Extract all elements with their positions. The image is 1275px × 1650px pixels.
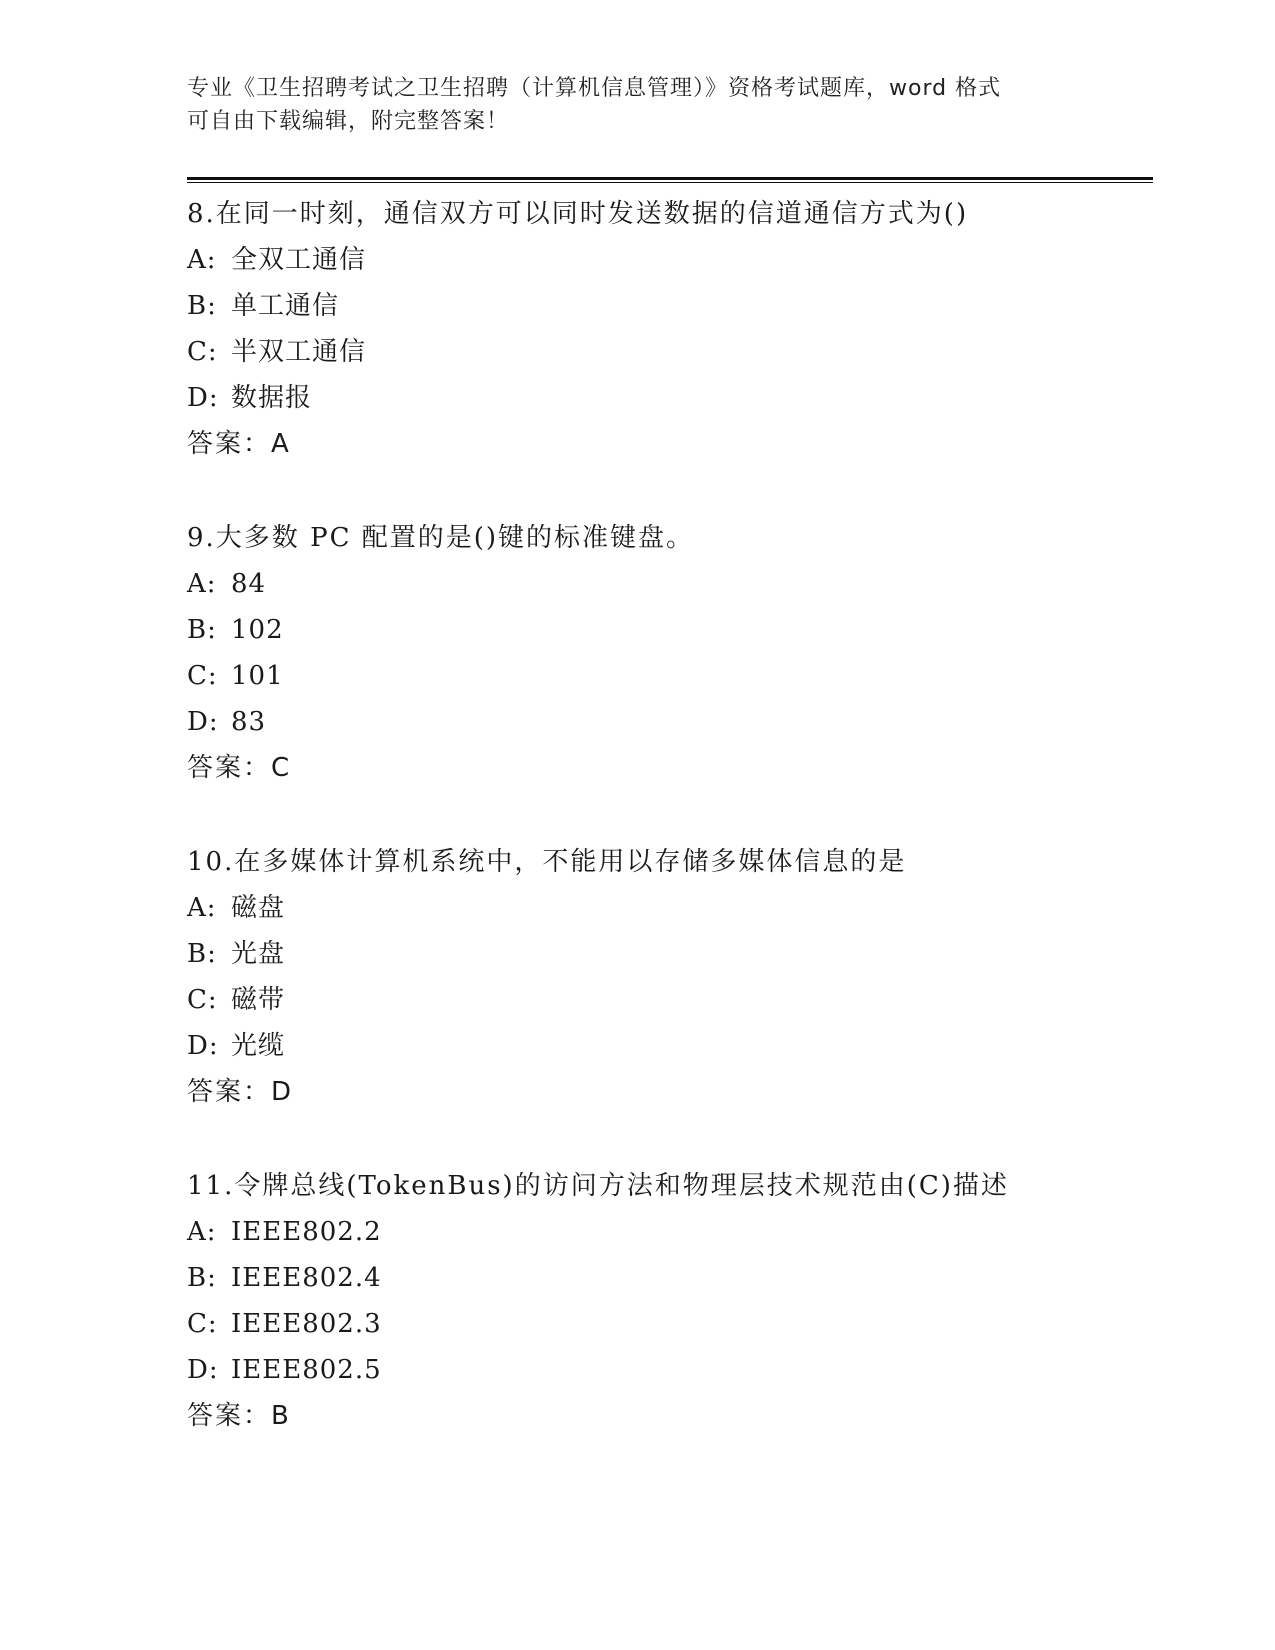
question-spacer — [187, 1115, 1153, 1163]
question-text: 8.在同一时刻，通信双方可以同时发送数据的信道通信方式为() — [187, 199, 969, 229]
option-letter: C: — [187, 1309, 218, 1339]
option-text: 单工通信 — [231, 291, 340, 321]
question-10 — [187, 839, 1153, 1115]
answer-line: 答案：C — [187, 753, 292, 783]
option-text: 84 — [231, 569, 267, 599]
option-a — [187, 561, 1153, 607]
answer-line: 答案：A — [187, 429, 291, 459]
option-c — [187, 653, 1153, 699]
option-b — [187, 931, 1153, 977]
option-letter: B: — [187, 291, 217, 321]
answer-line: 答案：B — [187, 1401, 291, 1431]
question-text: 10.在多媒体计算机系统中，不能用以存储多媒体信息的是 — [187, 847, 907, 877]
option-text: IEEE802.2 — [231, 1217, 382, 1247]
answer-line: 答案：D — [187, 1077, 294, 1107]
option-text: 光缆 — [231, 1031, 286, 1061]
option-text: 83 — [231, 707, 267, 737]
option-b — [187, 607, 1153, 653]
option-letter: B: — [187, 615, 217, 645]
option-text: IEEE802.4 — [231, 1263, 382, 1293]
option-text: 半双工通信 — [231, 337, 367, 367]
option-text: 磁带 — [231, 985, 286, 1015]
document-header — [187, 72, 1087, 138]
option-c — [187, 329, 1153, 375]
option-d — [187, 699, 1153, 745]
option-text: 102 — [231, 615, 284, 645]
header-line-2: 可自由下载编辑，附完整答案！ — [187, 109, 510, 134]
option-c — [187, 977, 1153, 1023]
question-spacer — [187, 791, 1153, 839]
question-list — [187, 191, 1153, 1439]
option-c — [187, 1301, 1153, 1347]
option-letter: D: — [187, 1355, 219, 1385]
header-line-1: 专业《卫生招聘考试之卫生招聘（计算机信息管理）》资格考试题库，word 格式 — [187, 76, 1002, 101]
question-8 — [187, 191, 1153, 467]
option-letter: D: — [187, 707, 219, 737]
option-a — [187, 237, 1153, 283]
question-spacer — [187, 467, 1153, 515]
option-letter: C: — [187, 985, 218, 1015]
question-11 — [187, 1163, 1153, 1439]
option-letter: D: — [187, 1031, 219, 1061]
option-text: IEEE802.5 — [231, 1355, 382, 1385]
question-text: 11.令牌总线(TokenBus)的访问方法和物理层技术规范由(C)描述 — [187, 1171, 1009, 1201]
option-letter: A: — [187, 893, 217, 923]
option-letter: A: — [187, 569, 217, 599]
question-9 — [187, 515, 1153, 791]
option-text: 101 — [231, 661, 284, 691]
option-text: 数据报 — [231, 383, 313, 413]
option-b — [187, 1255, 1153, 1301]
option-letter: C: — [187, 337, 218, 367]
option-text: 磁盘 — [231, 893, 286, 923]
option-letter: A: — [187, 245, 217, 275]
option-a — [187, 885, 1153, 931]
option-d — [187, 1347, 1153, 1393]
option-letter: B: — [187, 1263, 217, 1293]
option-b — [187, 283, 1153, 329]
option-text: IEEE802.3 — [231, 1309, 382, 1339]
option-letter: D: — [187, 383, 219, 413]
option-d — [187, 1023, 1153, 1069]
header-divider-thin — [187, 182, 1153, 183]
option-a — [187, 1209, 1153, 1255]
option-letter: C: — [187, 661, 218, 691]
option-text: 光盘 — [231, 939, 286, 969]
option-d — [187, 375, 1153, 421]
option-letter: A: — [187, 1217, 217, 1247]
header-divider-thick — [187, 177, 1153, 180]
question-text: 9.大多数 PC 配置的是()键的标准键盘。 — [187, 523, 695, 553]
option-text: 全双工通信 — [231, 245, 367, 275]
option-letter: B: — [187, 939, 217, 969]
